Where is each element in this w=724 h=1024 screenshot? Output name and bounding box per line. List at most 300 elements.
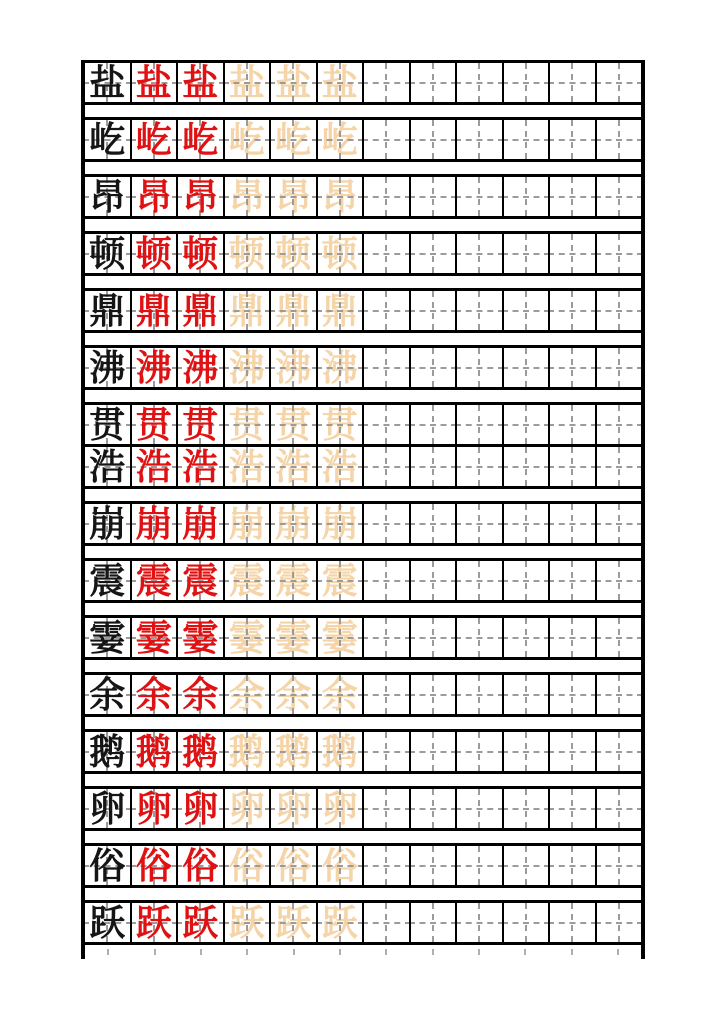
copy-char-cell [178, 177, 225, 216]
vertical-guide-line [246, 447, 248, 486]
horizontal-guide-line [318, 196, 365, 198]
horizontal-guide-line [318, 751, 365, 753]
horizontal-guide-line [271, 196, 318, 198]
horizontal-guide-line [504, 580, 551, 582]
horizontal-guide-line [411, 922, 458, 924]
empty-cell [597, 732, 642, 771]
character-glyph: 贯 [228, 405, 265, 444]
trace-char-cell [318, 405, 365, 444]
horizontal-guide-line [457, 310, 504, 312]
horizontal-guide-line [225, 694, 272, 696]
vertical-guide-line [571, 291, 573, 330]
horizontal-guide-line [318, 922, 365, 924]
vertical-guide-line [478, 234, 480, 273]
character-glyph: 浩 [182, 447, 219, 486]
character-glyph: 屹 [321, 120, 358, 159]
horizontal-guide-line [411, 523, 458, 525]
copy-char-cell [178, 63, 225, 102]
empty-cell [411, 63, 458, 102]
model-char-cell [85, 234, 132, 273]
copy-char-cell [178, 903, 225, 942]
vertical-guide-line [525, 561, 527, 600]
horizontal-guide-line [364, 637, 411, 639]
empty-cell [457, 618, 504, 657]
model-char-cell [85, 618, 132, 657]
empty-cell [504, 504, 551, 543]
vertical-guide-line [618, 447, 620, 486]
empty-cell [597, 234, 642, 273]
horizontal-guide-line [550, 922, 597, 924]
horizontal-guide-line [457, 196, 504, 198]
empty-cell [550, 405, 597, 444]
cutoff-guide-dot [478, 949, 480, 955]
cutoff-guide-dot [246, 949, 248, 955]
character-glyph: 卵 [182, 789, 219, 828]
vertical-guide-line [618, 846, 620, 885]
character-glyph: 鼎 [135, 291, 172, 330]
vertical-guide-line [478, 120, 480, 159]
vertical-guide-line [432, 120, 434, 159]
character-glyph: 余 [89, 675, 126, 714]
trace-char-cell [225, 234, 272, 273]
horizontal-guide-line [550, 865, 597, 867]
trace-char-cell [318, 291, 365, 330]
horizontal-guide-line [504, 310, 551, 312]
vertical-guide-line [618, 177, 620, 216]
vertical-guide-line [385, 63, 387, 102]
horizontal-guide-line [550, 466, 597, 468]
vertical-guide-line [525, 903, 527, 942]
character-glyph: 昂 [89, 177, 126, 216]
vertical-guide-line [478, 789, 480, 828]
empty-cell [597, 504, 642, 543]
vertical-guide-line [292, 846, 294, 885]
character-glyph: 俗 [89, 846, 126, 885]
horizontal-guide-line [271, 466, 318, 468]
trace-char-cell [271, 561, 318, 600]
empty-cell [364, 177, 411, 216]
horizontal-guide-line [225, 637, 272, 639]
vertical-guide-line [525, 504, 527, 543]
trace-char-cell [225, 63, 272, 102]
horizontal-guide-line [411, 367, 458, 369]
horizontal-guide-line [364, 922, 411, 924]
vertical-guide-line [339, 675, 341, 714]
empty-cell [364, 447, 411, 486]
copy-char-cell [132, 675, 179, 714]
trace-char-cell [318, 618, 365, 657]
cutoff-guide-dot [571, 949, 573, 955]
trace-char-cell [318, 789, 365, 828]
horizontal-guide-line [225, 367, 272, 369]
character-glyph: 顿 [135, 234, 172, 273]
horizontal-guide-line [364, 523, 411, 525]
empty-cell [597, 120, 642, 159]
empty-cell [364, 618, 411, 657]
vertical-guide-line [339, 846, 341, 885]
empty-cell [504, 675, 551, 714]
copy-char-cell [132, 903, 179, 942]
horizontal-guide-line [271, 367, 318, 369]
horizontal-guide-line [364, 82, 411, 84]
character-glyph: 跃 [182, 903, 219, 942]
cutoff-row-remnant [85, 945, 641, 959]
cutoff-guide-dot [200, 949, 202, 955]
vertical-guide-line [246, 504, 248, 543]
character-glyph: 鹅 [135, 732, 172, 771]
character-glyph: 跃 [228, 903, 265, 942]
empty-cell [504, 447, 551, 486]
empty-cell [504, 348, 551, 387]
horizontal-guide-line [457, 694, 504, 696]
vertical-guide-line [385, 120, 387, 159]
horizontal-guide-line [457, 82, 504, 84]
vertical-guide-line [385, 903, 387, 942]
horizontal-guide-line [225, 424, 272, 426]
horizontal-guide-line [504, 367, 551, 369]
empty-cell [457, 447, 504, 486]
vertical-guide-line [385, 234, 387, 273]
horizontal-guide-line [225, 865, 272, 867]
copy-char-cell [178, 618, 225, 657]
empty-cell [457, 63, 504, 102]
horizontal-guide-line [225, 808, 272, 810]
horizontal-guide-line [457, 466, 504, 468]
empty-cell [550, 348, 597, 387]
trace-char-cell [271, 234, 318, 273]
vertical-guide-line [618, 405, 620, 444]
vertical-guide-line [385, 561, 387, 600]
horizontal-guide-line [225, 139, 272, 141]
trace-char-cell [318, 447, 365, 486]
horizontal-guide-line [504, 82, 551, 84]
character-glyph: 俗 [182, 846, 219, 885]
horizontal-guide-line [364, 367, 411, 369]
trace-char-cell [271, 846, 318, 885]
character-glyph: 顿 [182, 234, 219, 273]
horizontal-guide-line [457, 367, 504, 369]
trace-char-cell [271, 177, 318, 216]
empty-cell [364, 732, 411, 771]
horizontal-guide-line [318, 466, 365, 468]
horizontal-guide-line [457, 808, 504, 810]
character-glyph: 沸 [321, 348, 358, 387]
empty-cell [597, 561, 642, 600]
trace-char-cell [225, 348, 272, 387]
vertical-guide-line [478, 63, 480, 102]
vertical-guide-line [246, 732, 248, 771]
horizontal-guide-line [457, 637, 504, 639]
trace-char-cell [318, 561, 365, 600]
vertical-guide-line [432, 348, 434, 387]
copy-char-cell [178, 234, 225, 273]
vertical-guide-line [292, 120, 294, 159]
empty-cell [457, 789, 504, 828]
vertical-guide-line [432, 63, 434, 102]
character-glyph: 俗 [321, 846, 358, 885]
vertical-guide-line [292, 177, 294, 216]
copy-char-cell [132, 846, 179, 885]
copy-char-cell [132, 120, 179, 159]
trace-char-cell [271, 675, 318, 714]
copy-char-cell [132, 348, 179, 387]
model-char-cell [85, 348, 132, 387]
horizontal-guide-line [411, 751, 458, 753]
character-glyph: 盐 [275, 63, 312, 102]
character-glyph: 沸 [182, 348, 219, 387]
empty-cell [597, 675, 642, 714]
vertical-guide-line [246, 348, 248, 387]
horizontal-guide-line [411, 580, 458, 582]
practice-row [85, 402, 641, 447]
character-glyph: 浩 [228, 447, 265, 486]
empty-cell [597, 405, 642, 444]
vertical-guide-line [432, 177, 434, 216]
character-glyph: 屹 [228, 120, 265, 159]
horizontal-guide-line [271, 82, 318, 84]
vertical-guide-line [618, 618, 620, 657]
trace-char-cell [271, 618, 318, 657]
empty-cell [550, 732, 597, 771]
vertical-guide-line [339, 177, 341, 216]
horizontal-guide-line [364, 139, 411, 141]
empty-cell [504, 789, 551, 828]
character-glyph: 浩 [275, 447, 312, 486]
empty-cell [504, 732, 551, 771]
character-glyph: 霎 [321, 618, 358, 657]
horizontal-guide-line [364, 196, 411, 198]
copy-char-cell [178, 405, 225, 444]
copy-char-cell [132, 618, 179, 657]
vertical-guide-line [618, 561, 620, 600]
vertical-guide-line [525, 846, 527, 885]
vertical-guide-line [525, 405, 527, 444]
character-glyph: 俗 [135, 846, 172, 885]
trace-char-cell [271, 732, 318, 771]
horizontal-guide-line [550, 637, 597, 639]
character-glyph: 盐 [321, 63, 358, 102]
trace-char-cell [225, 177, 272, 216]
copy-char-cell [132, 732, 179, 771]
character-glyph: 鹅 [321, 732, 358, 771]
horizontal-guide-line [364, 310, 411, 312]
horizontal-guide-line [550, 82, 597, 84]
vertical-guide-line [571, 120, 573, 159]
vertical-guide-line [339, 561, 341, 600]
vertical-guide-line [246, 291, 248, 330]
character-glyph: 余 [321, 675, 358, 714]
vertical-guide-line [525, 618, 527, 657]
vertical-guide-line [432, 903, 434, 942]
copy-char-cell [132, 234, 179, 273]
horizontal-guide-line [225, 253, 272, 255]
empty-cell [457, 903, 504, 942]
copy-char-cell [132, 291, 179, 330]
horizontal-guide-line [550, 367, 597, 369]
vertical-guide-line [292, 234, 294, 273]
empty-cell [550, 447, 597, 486]
horizontal-guide-line [318, 580, 365, 582]
horizontal-guide-line [411, 808, 458, 810]
cutoff-guide-dot [339, 949, 341, 955]
horizontal-guide-line [504, 694, 551, 696]
empty-cell [457, 234, 504, 273]
horizontal-guide-line [550, 751, 597, 753]
horizontal-guide-line [364, 751, 411, 753]
trace-char-cell [225, 561, 272, 600]
vertical-guide-line [571, 846, 573, 885]
practice-row [85, 900, 641, 945]
empty-cell [457, 177, 504, 216]
horizontal-guide-line [457, 523, 504, 525]
character-glyph: 卵 [135, 789, 172, 828]
vertical-guide-line [292, 561, 294, 600]
trace-char-cell [318, 903, 365, 942]
vertical-guide-line [432, 732, 434, 771]
vertical-guide-line [571, 234, 573, 273]
vertical-guide-line [618, 732, 620, 771]
vertical-guide-line [432, 504, 434, 543]
horizontal-guide-line [411, 82, 458, 84]
horizontal-guide-line [457, 253, 504, 255]
character-glyph: 顿 [321, 234, 358, 273]
trace-char-cell [271, 120, 318, 159]
empty-cell [597, 348, 642, 387]
vertical-guide-line [246, 789, 248, 828]
model-char-cell [85, 846, 132, 885]
model-char-cell [85, 789, 132, 828]
trace-char-cell [271, 504, 318, 543]
horizontal-guide-line [318, 253, 365, 255]
vertical-guide-line [292, 618, 294, 657]
copy-char-cell [178, 447, 225, 486]
empty-cell [550, 618, 597, 657]
vertical-guide-line [478, 561, 480, 600]
character-glyph: 昂 [182, 177, 219, 216]
vertical-guide-line [292, 903, 294, 942]
horizontal-guide-line [550, 808, 597, 810]
horizontal-guide-line [364, 580, 411, 582]
trace-char-cell [318, 846, 365, 885]
vertical-guide-line [525, 789, 527, 828]
character-glyph: 俗 [228, 846, 265, 885]
empty-cell [411, 846, 458, 885]
vertical-guide-line [571, 732, 573, 771]
empty-cell [504, 291, 551, 330]
empty-cell [457, 348, 504, 387]
horizontal-guide-line [364, 253, 411, 255]
vertical-guide-line [432, 789, 434, 828]
character-glyph: 鼎 [182, 291, 219, 330]
horizontal-guide-line [411, 637, 458, 639]
horizontal-guide-line [271, 253, 318, 255]
empty-cell [364, 234, 411, 273]
practice-row [85, 288, 641, 333]
horizontal-guide-line [411, 139, 458, 141]
character-glyph: 鹅 [89, 732, 126, 771]
empty-cell [364, 63, 411, 102]
vertical-guide-line [246, 63, 248, 102]
character-glyph: 余 [275, 675, 312, 714]
horizontal-guide-line [318, 367, 365, 369]
empty-cell [364, 789, 411, 828]
empty-cell [550, 903, 597, 942]
vertical-guide-line [385, 846, 387, 885]
vertical-guide-line [385, 675, 387, 714]
model-char-cell [85, 903, 132, 942]
empty-cell [364, 903, 411, 942]
practice-row [85, 231, 641, 276]
character-glyph: 霎 [89, 618, 126, 657]
horizontal-guide-line [504, 865, 551, 867]
horizontal-guide-line [457, 580, 504, 582]
empty-cell [550, 561, 597, 600]
vertical-guide-line [571, 675, 573, 714]
empty-cell [457, 405, 504, 444]
horizontal-guide-line [550, 694, 597, 696]
horizontal-guide-line [504, 196, 551, 198]
character-glyph: 卵 [321, 789, 358, 828]
character-glyph: 霎 [228, 618, 265, 657]
character-glyph: 浩 [89, 447, 126, 486]
character-glyph: 跃 [275, 903, 312, 942]
character-glyph: 崩 [228, 504, 265, 543]
vertical-guide-line [292, 348, 294, 387]
empty-cell [411, 405, 458, 444]
vertical-guide-line [525, 291, 527, 330]
empty-cell [364, 120, 411, 159]
character-glyph: 震 [135, 561, 172, 600]
character-glyph: 沸 [89, 348, 126, 387]
vertical-guide-line [432, 447, 434, 486]
character-glyph: 卵 [89, 789, 126, 828]
horizontal-guide-line [457, 424, 504, 426]
practice-rows-container [85, 60, 641, 945]
empty-cell [364, 504, 411, 543]
character-glyph: 跃 [89, 903, 126, 942]
vertical-guide-line [618, 903, 620, 942]
trace-char-cell [271, 291, 318, 330]
trace-char-cell [225, 789, 272, 828]
horizontal-guide-line [504, 922, 551, 924]
trace-char-cell [271, 903, 318, 942]
vertical-guide-line [385, 732, 387, 771]
vertical-guide-line [478, 504, 480, 543]
character-glyph: 屹 [89, 120, 126, 159]
trace-char-cell [318, 120, 365, 159]
horizontal-guide-line [457, 139, 504, 141]
horizontal-guide-line [457, 865, 504, 867]
horizontal-guide-line [411, 196, 458, 198]
empty-cell [411, 789, 458, 828]
copy-char-cell [178, 291, 225, 330]
empty-cell [504, 561, 551, 600]
vertical-guide-line [385, 618, 387, 657]
cutoff-guide-dot [154, 949, 156, 955]
vertical-guide-line [618, 504, 620, 543]
vertical-guide-line [339, 447, 341, 486]
practice-row [85, 843, 641, 888]
empty-cell [364, 675, 411, 714]
character-glyph: 震 [182, 561, 219, 600]
horizontal-guide-line [504, 808, 551, 810]
vertical-guide-line [432, 561, 434, 600]
horizontal-guide-line [504, 466, 551, 468]
practice-row [85, 615, 641, 660]
empty-cell [504, 234, 551, 273]
character-glyph: 盐 [135, 63, 172, 102]
horizontal-guide-line [271, 523, 318, 525]
